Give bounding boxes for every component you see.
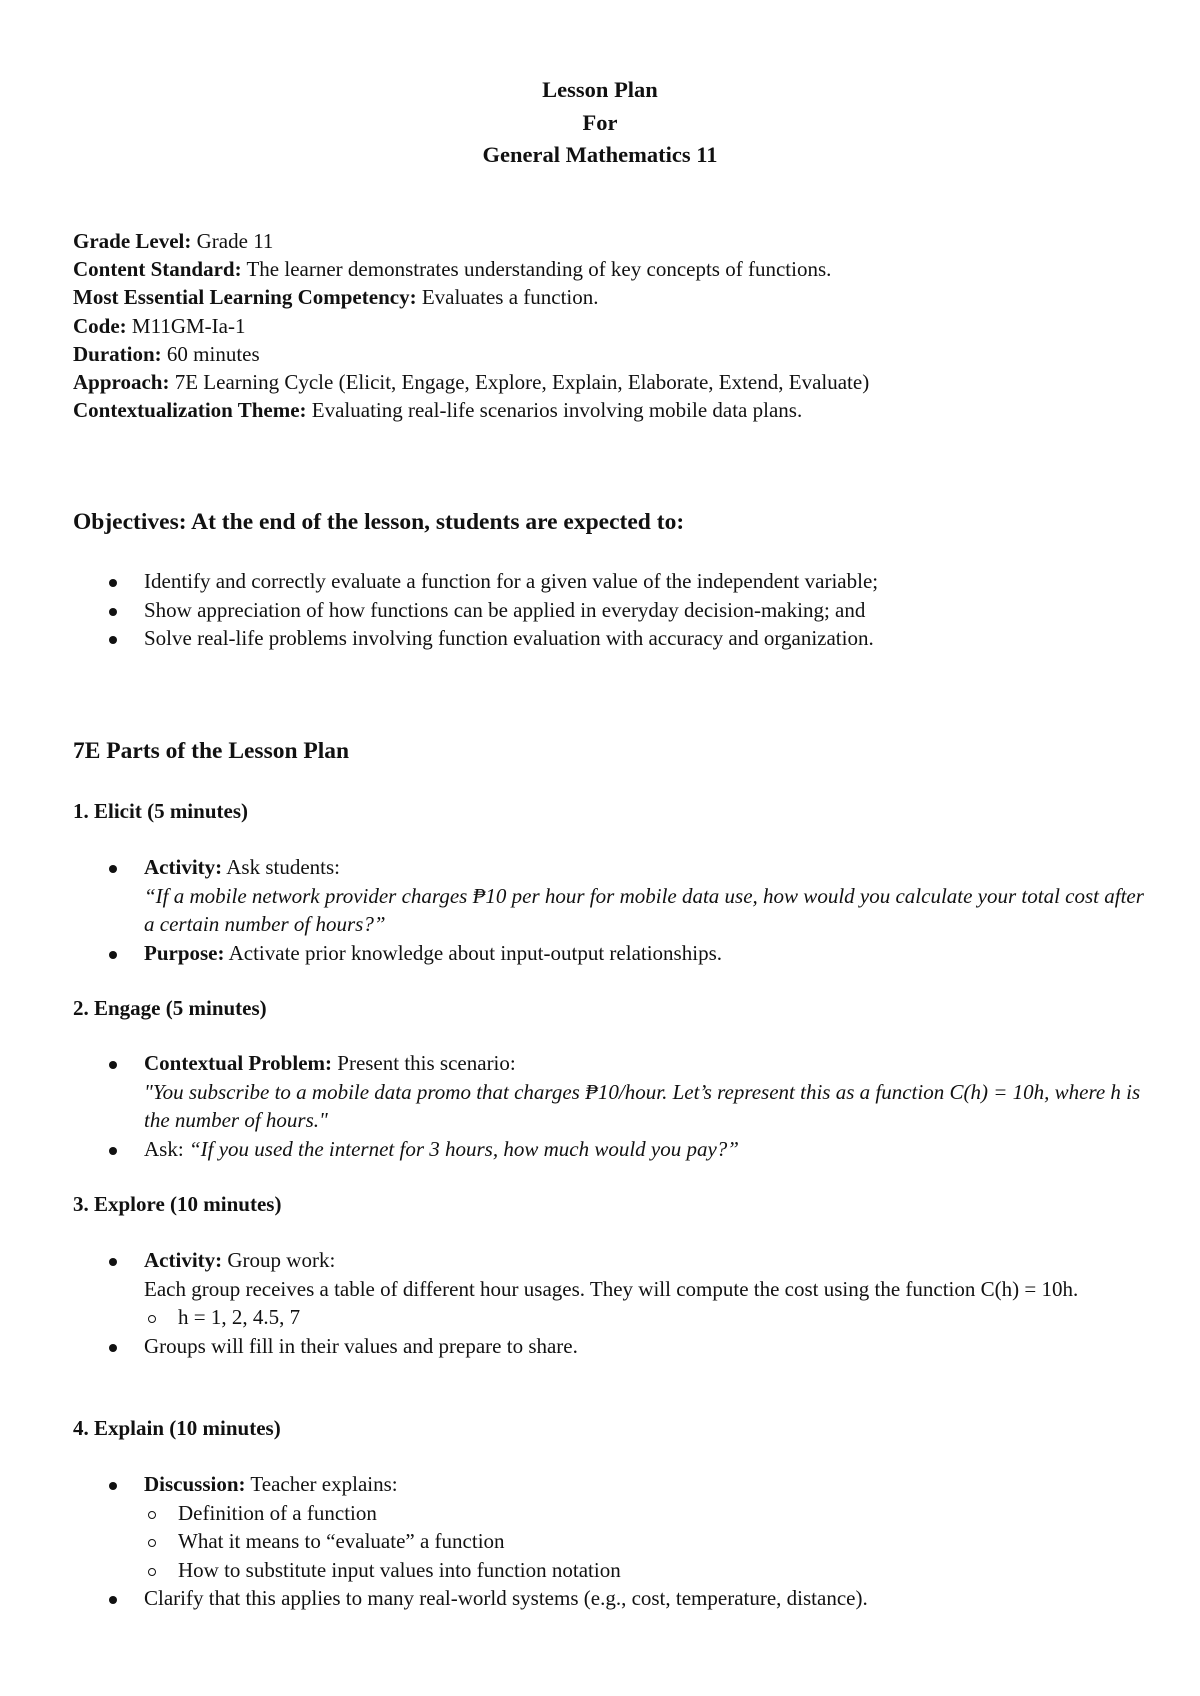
engage-heading: 2. Engage (5 minutes) bbox=[73, 996, 267, 1020]
explore-activity-text: Group work: bbox=[222, 1248, 336, 1272]
list-item: What it means to “evaluate” a function bbox=[144, 1527, 1156, 1556]
explain-discussion-text: Teacher explains: bbox=[245, 1472, 398, 1496]
list-item bbox=[106, 1246, 1156, 1332]
meta-grade-value: Grade 11 bbox=[191, 229, 274, 253]
explain-discussion-label: Discussion: bbox=[144, 1472, 246, 1496]
explore-activity-label: Activity: bbox=[144, 1248, 223, 1272]
lesson-meta bbox=[73, 227, 1153, 424]
elicit-list bbox=[106, 853, 1156, 967]
objectives-heading bbox=[73, 508, 684, 537]
document-title bbox=[0, 74, 1200, 172]
engage-problem-quote: "You subscribe to a mobile data promo that charges ₱10/hour. Let’s represent this as a function C(h) = 10h, where h is the number of hours." bbox=[144, 1079, 1141, 1132]
meta-approach-label: Approach: bbox=[73, 369, 170, 394]
list-item: h = 1, 2, 4.5, 7 bbox=[144, 1303, 1156, 1332]
meta-duration-label: Duration: bbox=[73, 341, 162, 366]
list-item: How to substitute input values into function notation bbox=[144, 1556, 1156, 1585]
elicit-purpose-text: Activate prior knowledge about input-output relationships. bbox=[224, 940, 722, 965]
meta-melc-value: Evaluates a function. bbox=[416, 285, 599, 310]
meta-theme-label: Contextualization Theme: bbox=[73, 398, 307, 423]
bullet-icon bbox=[109, 608, 117, 616]
explore-heading: 3. Explore (10 minutes) bbox=[73, 1192, 282, 1216]
explain-sub-list bbox=[144, 1499, 1156, 1585]
list-item bbox=[106, 939, 1156, 968]
engage-list bbox=[106, 1049, 1156, 1163]
meta-duration-value: 60 minutes bbox=[161, 341, 260, 366]
bullet-icon bbox=[109, 1258, 117, 1266]
bullet-icon bbox=[109, 1344, 117, 1352]
meta-duration bbox=[73, 340, 1153, 368]
bullet-icon bbox=[109, 951, 117, 959]
meta-approach-value: 7E Learning Cycle (Elicit, Engage, Explore, Explain, Elaborate, Extend, Evaluate) bbox=[169, 369, 870, 394]
meta-melc-label: Most Essential Learning Competency: bbox=[73, 285, 417, 310]
meta-melc bbox=[73, 283, 1153, 311]
objectives-list bbox=[106, 567, 1156, 653]
engage-problem-label: Contextual Problem: bbox=[144, 1051, 333, 1075]
title-line-2: For bbox=[582, 109, 618, 135]
list-item bbox=[106, 1049, 1156, 1135]
sub-bullet-icon bbox=[148, 1511, 156, 1519]
sub-bullet-icon bbox=[148, 1568, 156, 1576]
engage-ask-label: Ask: bbox=[144, 1136, 189, 1161]
objectives-intro: At the end of the lesson, students are expected to: bbox=[186, 509, 685, 535]
list-item: Solve real-life problems involving function evaluation with accuracy and organization. bbox=[106, 624, 1156, 653]
bullet-icon bbox=[109, 865, 117, 873]
sub-bullet-icon bbox=[148, 1539, 156, 1547]
meta-content-label: Content Standard: bbox=[73, 257, 242, 282]
meta-content-value: The learner demonstrates understanding of key concepts of functions. bbox=[241, 257, 832, 282]
bullet-icon bbox=[109, 1482, 117, 1490]
list-item bbox=[106, 1332, 1156, 1361]
parts-heading: 7E Parts of the Lesson Plan bbox=[73, 738, 350, 764]
meta-code-label: Code: bbox=[73, 313, 127, 338]
list-item bbox=[106, 1470, 1156, 1584]
meta-code-value: M11GM-Ia-1 bbox=[126, 313, 246, 338]
list-item: Identify and correctly evaluate a function for a given value of the independent variable; bbox=[106, 567, 1156, 596]
explore-groups-text: Groups will fill in their values and prepare to share. bbox=[144, 1333, 578, 1358]
list-item bbox=[106, 1584, 1156, 1613]
meta-grade bbox=[73, 227, 1153, 255]
meta-grade-label: Grade Level: bbox=[73, 229, 192, 253]
sub-bullet-icon bbox=[148, 1315, 156, 1323]
explain-list bbox=[106, 1470, 1156, 1613]
list-item bbox=[106, 1135, 1156, 1164]
elicit-activity-label: Activity: bbox=[144, 855, 223, 879]
list-item: Definition of a function bbox=[144, 1499, 1156, 1528]
explain-heading: 4. Explain (10 minutes) bbox=[73, 1416, 281, 1440]
bullet-icon bbox=[109, 1147, 117, 1155]
meta-theme bbox=[73, 396, 1153, 424]
bullet-icon bbox=[109, 579, 117, 587]
engage-problem-text: Present this scenario: bbox=[332, 1051, 516, 1075]
list-item bbox=[106, 853, 1156, 939]
meta-approach bbox=[73, 368, 1153, 396]
meta-content-standard bbox=[73, 255, 1153, 283]
list-item: Show appreciation of how functions can be applied in everyday decision-making; and bbox=[106, 596, 1156, 625]
engage-ask-quote: “If you used the internet for 3 hours, how much would you pay?” bbox=[188, 1136, 739, 1161]
explore-list bbox=[106, 1246, 1156, 1360]
elicit-activity-quote: “If a mobile network provider charges ₱10 per hour for mobile data use, how would you calculate your total cost after a certain number of hours?” bbox=[144, 883, 1144, 936]
elicit-activity-text: Ask students: bbox=[222, 855, 340, 879]
elicit-purpose-label: Purpose: bbox=[144, 940, 225, 965]
explain-clarify-text: Clarify that this applies to many real-world systems (e.g., cost, temperature, distance). bbox=[144, 1586, 868, 1610]
title-line-1: Lesson Plan bbox=[542, 77, 658, 102]
bullet-icon bbox=[109, 636, 117, 644]
bullet-icon bbox=[109, 1061, 117, 1069]
meta-code bbox=[73, 312, 1153, 340]
elicit-heading: 1. Elicit (5 minutes) bbox=[73, 799, 248, 823]
title-line-3: General Mathematics 11 bbox=[482, 142, 718, 167]
meta-theme-value: Evaluating real-life scenarios involving mobile data plans. bbox=[306, 398, 803, 423]
bullet-icon bbox=[109, 1596, 117, 1604]
objectives-label: Objectives: bbox=[73, 509, 187, 535]
explore-activity-body: Each group receives a table of different hour usages. They will compute the cost using the function C(h) = 10h. bbox=[144, 1276, 1079, 1301]
explore-sub-list bbox=[144, 1303, 1156, 1332]
